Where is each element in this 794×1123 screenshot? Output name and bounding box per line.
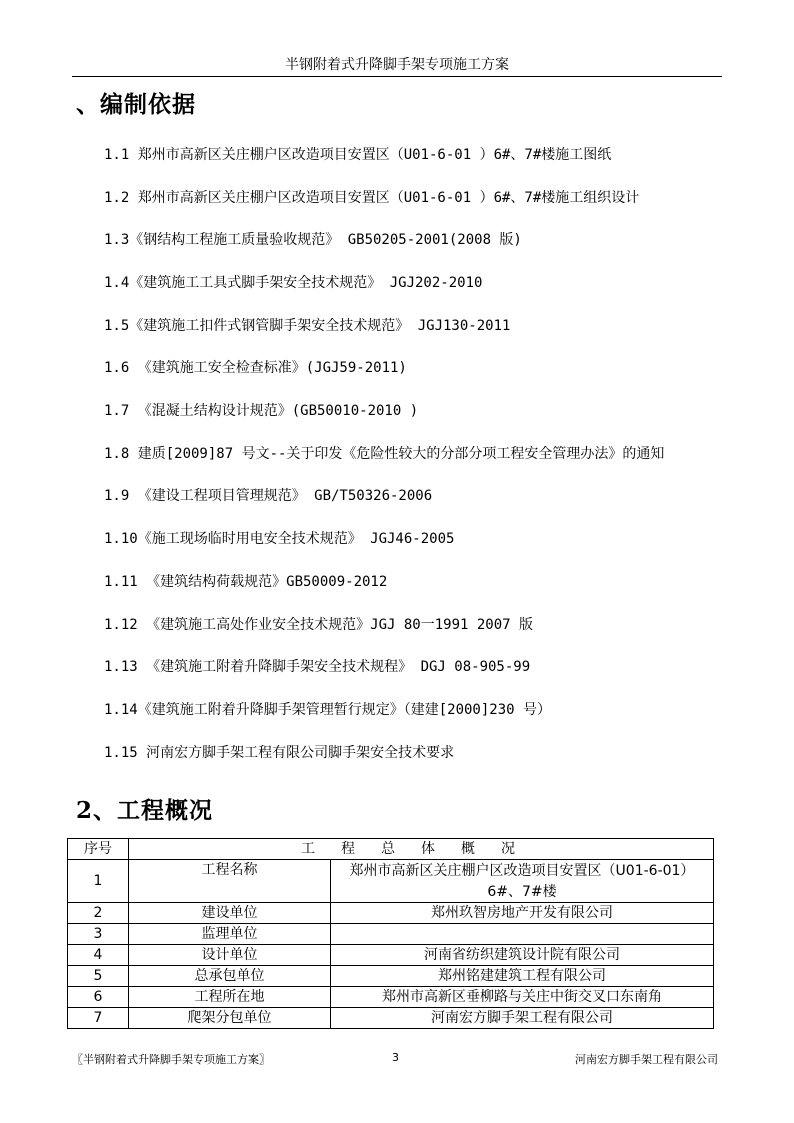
reference-item: 1.4《建筑施工工具式脚手架安全技术规范》 JGJ202-2010 bbox=[104, 275, 483, 291]
reference-item: 1.14《建筑施工附着升降脚手架管理暂行规定》（建建[2000]230 号） bbox=[104, 702, 552, 718]
row-no: 2 bbox=[68, 903, 129, 924]
row-label: 工程所在地 bbox=[129, 987, 331, 1008]
reference-item: 1.6 《建筑施工安全检查标准》(JGJ59-2011) bbox=[104, 360, 407, 376]
reference-item: 1.2 郑州市高新区关庄棚户区改造项目安置区（U01-6-01 ）6#、7#楼施工组织设计 bbox=[104, 190, 640, 206]
table-row bbox=[68, 1008, 714, 1029]
row-value: 郑州市高新区垂柳路与关庄中街交叉口东南角 bbox=[331, 987, 714, 1008]
table-row bbox=[68, 860, 714, 882]
table-row bbox=[68, 987, 714, 1008]
row-no: 4 bbox=[68, 945, 129, 966]
reference-item: 1.12 《建筑施工高处作业安全技术规范》JGJ 80一1991 2007 版 bbox=[104, 617, 534, 633]
reference-item: 1.3《钢结构工程施工质量验收规范》 GB50205-2001(2008 版) bbox=[104, 232, 522, 248]
row-no: 6 bbox=[68, 987, 129, 1008]
section-1-heading: 、编制依据 bbox=[76, 91, 196, 118]
section-2-heading: 2、工程概况 bbox=[76, 797, 214, 824]
reference-item: 1.8 建质[2009]87 号文--关于印发《危险性较大的分部分项工程安全管理办法》的通知 bbox=[104, 446, 665, 462]
reference-item: 1.1 郑州市高新区关庄棚户区改造项目安置区（U01-6-01 ）6#、7#楼施工图纸 bbox=[104, 147, 612, 163]
table-header-row bbox=[68, 839, 714, 860]
row-label: 建设单位 bbox=[129, 903, 331, 924]
row-no: 1 bbox=[68, 860, 129, 903]
row-value: 河南宏方脚手架工程有限公司 bbox=[331, 1008, 714, 1029]
row-label: 爬架分包单位 bbox=[129, 1008, 331, 1029]
reference-item: 1.5《建筑施工扣件式钢管脚手架安全技术规范》 JGJ130-2011 bbox=[104, 318, 511, 334]
row-no: 3 bbox=[68, 924, 129, 945]
footer-page-number: 3 bbox=[392, 1051, 399, 1064]
row-value-line2: 6#、7#楼 bbox=[331, 881, 714, 903]
header-title-text: 工程总体概况 bbox=[301, 841, 541, 857]
row-value: 郑州玖智房地产开发有限公司 bbox=[331, 903, 714, 924]
table-row bbox=[68, 966, 714, 987]
reference-item: 1.9 《建设工程项目管理规范》 GB/T50326-2006 bbox=[104, 488, 433, 504]
row-label: 监理单位 bbox=[129, 924, 331, 945]
reference-item: 1.7 《混凝土结构设计规范》(GB50010-2010 ) bbox=[104, 403, 419, 419]
reference-item: 1.10《施工现场临时用电安全技术规范》 JGJ46-2005 bbox=[104, 531, 455, 547]
reference-item: 1.15 河南宏方脚手架工程有限公司脚手架安全技术要求 bbox=[104, 745, 455, 761]
project-overview-table bbox=[67, 838, 714, 1029]
row-label: 设计单位 bbox=[129, 945, 331, 966]
table-row bbox=[68, 945, 714, 966]
row-value: 河南省纺织建筑设计院有限公司 bbox=[331, 945, 714, 966]
page-header-title: 半钢附着式升降脚手架专项施工方案 bbox=[285, 57, 509, 73]
header-no-cell: 序号 bbox=[68, 839, 129, 860]
footer-company: 河南宏方脚手架工程有限公司 bbox=[575, 1053, 718, 1066]
table-row bbox=[68, 924, 714, 945]
row-label: 工程名称 bbox=[129, 860, 331, 903]
header-title-cell bbox=[129, 839, 714, 860]
row-no: 5 bbox=[68, 966, 129, 987]
row-label: 总承包单位 bbox=[129, 966, 331, 987]
table-row bbox=[68, 903, 714, 924]
reference-item: 1.11 《建筑结构荷载规范》GB50009-2012 bbox=[104, 574, 388, 590]
row-value bbox=[331, 924, 714, 945]
reference-item: 1.13 《建筑施工附着升降脚手架安全技术规程》 DGJ 08-905-99 bbox=[104, 659, 531, 675]
footer-document-title: 〖半钢附着式升降脚手架专项施工方案〗 bbox=[72, 1053, 270, 1066]
row-value: 郑州市高新区关庄棚户区改造项目安置区（U01-6-01） bbox=[331, 860, 714, 882]
row-no: 7 bbox=[68, 1008, 129, 1029]
header-rule bbox=[72, 76, 722, 77]
row-value: 郑州铭建建筑工程有限公司 bbox=[331, 966, 714, 987]
